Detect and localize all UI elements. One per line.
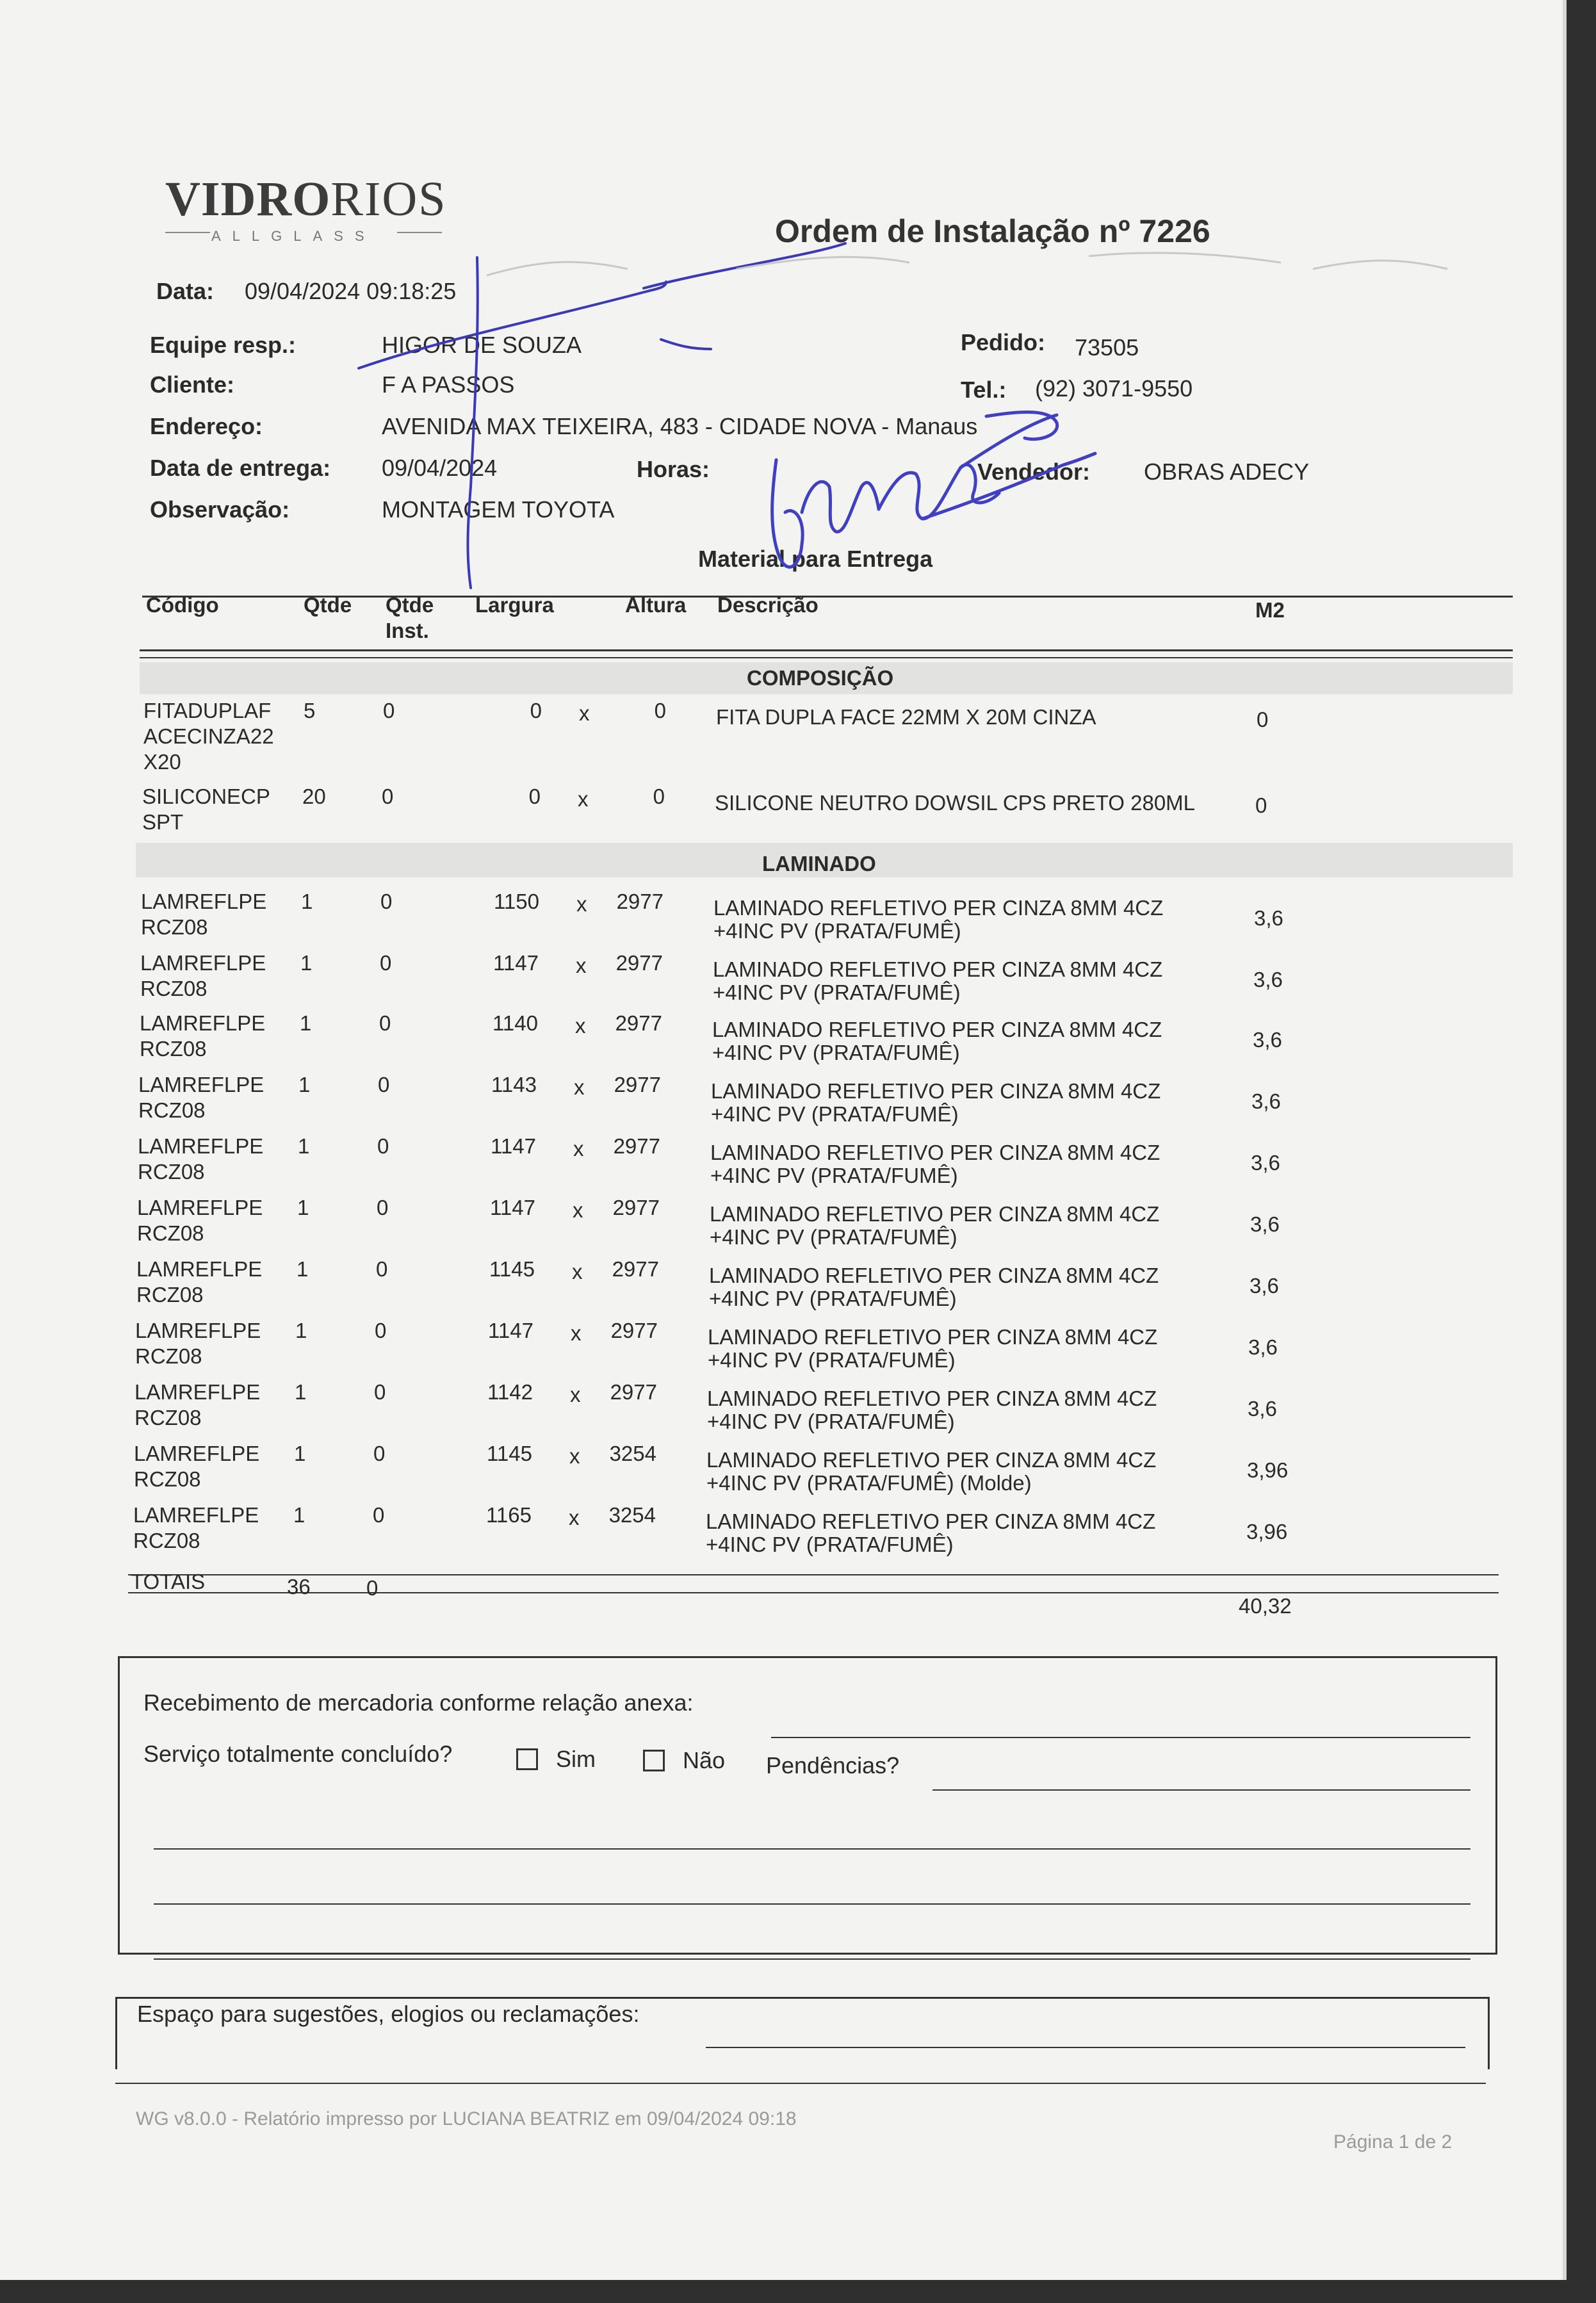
- cell-codigo: LAMREFLPE: [141, 890, 267, 913]
- endereco-value: AVENIDA MAX TEIXEIRA, 483 - CIDADE NOVA - Manaus: [382, 413, 978, 439]
- cell-times: x: [570, 1383, 581, 1406]
- cell-m2: 3,6: [1250, 1274, 1279, 1298]
- cell-codigo: RCZ08: [136, 1283, 204, 1306]
- col-m2: M2: [1255, 598, 1285, 622]
- cell-codigo: LAMREFLPE: [134, 1380, 261, 1404]
- cell-descricao: LAMINADO REFLETIVO PER CINZA 8MM 4CZ: [706, 1448, 1157, 1472]
- cell-qtde: 20: [302, 785, 326, 808]
- cell-m2: 3,6: [1250, 1212, 1280, 1236]
- cell-codigo: LAMREFLPE: [140, 1011, 266, 1035]
- tel-value: (92) 3071-9550: [1035, 375, 1193, 402]
- cell-m2: 3,6: [1253, 1028, 1282, 1052]
- cell-codigo: RCZ08: [134, 1467, 201, 1491]
- cell-times: x: [576, 954, 587, 977]
- cell-descricao: +4INC PV (PRATA/FUMÊ): [707, 1410, 955, 1433]
- cell-descricao: +4INC PV (PRATA/FUMÊ): [710, 1225, 957, 1249]
- cell-descricao: FITA DUPLA FACE 22MM X 20M CINZA: [716, 705, 1096, 729]
- col-qtde: Qtde: [304, 593, 352, 617]
- cell-qtde-inst: 0: [374, 1380, 386, 1404]
- cell-descricao: +4INC PV (PRATA/FUMÊ): [711, 1102, 959, 1126]
- cell-descricao: LAMINADO REFLETIVO PER CINZA 8MM 4CZ: [710, 1202, 1160, 1226]
- cell-altura: 2977: [615, 951, 663, 975]
- cell-altura: 3254: [608, 1503, 656, 1527]
- cell-times: x: [572, 1260, 583, 1283]
- cell-descricao: +4INC PV (PRATA/FUMÊ): [706, 1533, 954, 1556]
- sim-checkbox[interactable]: [516, 1748, 538, 1770]
- table-header-rule-2: [140, 657, 1513, 658]
- pendencias-label: Pendências?: [766, 1752, 900, 1778]
- entrega-label: Data de entrega:: [150, 455, 331, 481]
- cell-codigo: LAMREFLPE: [138, 1134, 264, 1158]
- totals-inst: 0: [366, 1576, 379, 1600]
- cell-codigo: X20: [143, 750, 181, 774]
- sim-label: Sim: [556, 1746, 596, 1772]
- cell-codigo: ACECINZA22: [143, 724, 274, 748]
- footer-page-number: Página 1 de 2: [1333, 2131, 1453, 2152]
- cell-codigo: RCZ08: [138, 1160, 205, 1184]
- cell-m2: 3,96: [1246, 1520, 1288, 1543]
- cell-qtde: 1: [295, 1319, 307, 1342]
- group-title: COMPOSIÇÃO: [747, 666, 894, 690]
- cell-descricao: LAMINADO REFLETIVO PER CINZA 8MM 4CZ: [707, 1387, 1157, 1410]
- cell-times: x: [579, 701, 590, 725]
- col-largura: Largura: [475, 593, 554, 617]
- cell-codigo: RCZ08: [134, 1406, 202, 1429]
- cell-times: x: [569, 1506, 580, 1529]
- pendencias-line[interactable]: [932, 1789, 1470, 1791]
- cell-codigo: FITADUPLAF: [143, 699, 272, 722]
- nao-label: Não: [683, 1747, 726, 1773]
- cell-qtde-inst: 0: [380, 951, 392, 975]
- service-question: Serviço totalmente concluído?: [143, 1741, 453, 1767]
- cell-qtde: 5: [304, 699, 316, 722]
- cell-descricao: LAMINADO REFLETIVO PER CINZA 8MM 4CZ: [713, 896, 1164, 920]
- cell-codigo: SPT: [142, 810, 184, 834]
- nao-checkbox[interactable]: [643, 1750, 665, 1771]
- cell-times: x: [578, 787, 589, 811]
- col-altura: Altura: [625, 593, 687, 617]
- cell-descricao: LAMINADO REFLETIVO PER CINZA 8MM 4CZ: [710, 1141, 1160, 1164]
- cell-largura: 1143: [491, 1073, 537, 1096]
- cell-codigo: RCZ08: [135, 1344, 202, 1368]
- cell-altura: 2977: [610, 1319, 658, 1342]
- totals-qtde: 36: [287, 1575, 311, 1599]
- cell-codigo: LAMREFLPE: [134, 1442, 260, 1465]
- faint-bleed-through: [487, 253, 1447, 275]
- cell-descricao: +4INC PV (PRATA/FUMÊ): [712, 1041, 960, 1064]
- pedido-value: 73505: [1075, 334, 1139, 361]
- cell-qtde: 1: [301, 890, 313, 913]
- cell-codigo: RCZ08: [140, 1037, 207, 1061]
- cell-largura: 1147: [493, 951, 539, 975]
- suggestions-label: Espaço para sugestões, elogios ou reclamações:: [137, 2001, 640, 2027]
- totals-m2: 40,32: [1239, 1594, 1292, 1618]
- cell-codigo: LAMREFLPE: [137, 1196, 263, 1219]
- cell-altura: 2977: [616, 890, 664, 913]
- cell-qtde: 1: [293, 1503, 305, 1527]
- cell-descricao: +4INC PV (PRATA/FUMÊ): [713, 981, 961, 1004]
- cell-qtde: 1: [295, 1380, 307, 1404]
- cell-m2: 0: [1255, 793, 1267, 817]
- cell-qtde-inst: 0: [380, 890, 393, 913]
- cell-codigo: LAMREFLPE: [138, 1073, 265, 1096]
- cell-altura: 2977: [615, 1011, 662, 1035]
- cell-largura: 1145: [489, 1257, 535, 1281]
- col-qtde-inst-1: Qtde: [386, 593, 434, 617]
- obs-value: MONTAGEM TOYOTA: [382, 496, 615, 523]
- cell-qtde-inst: 0: [375, 1319, 387, 1342]
- cell-qtde: 1: [294, 1442, 306, 1465]
- vendedor-value: OBRAS ADECY: [1144, 459, 1310, 485]
- col-descricao: Descrição: [717, 593, 818, 617]
- cell-codigo: LAMREFLPE: [136, 1257, 263, 1281]
- cell-qtde: 1: [297, 1257, 309, 1281]
- cell-descricao: +4INC PV (PRATA/FUMÊ) (Molde): [706, 1471, 1032, 1495]
- table-header-rule: [140, 649, 1513, 651]
- cell-qtde-inst: 0: [379, 1011, 391, 1035]
- cell-altura: 2977: [613, 1134, 660, 1158]
- cell-m2: 3,6: [1254, 906, 1283, 930]
- col-qtde-inst-2: Inst.: [386, 619, 429, 642]
- cell-descricao: LAMINADO REFLETIVO PER CINZA 8MM 4CZ: [713, 957, 1163, 981]
- cell-largura: 1142: [487, 1380, 533, 1404]
- cell-descricao: +4INC PV (PRATA/FUMÊ): [713, 919, 961, 943]
- cell-descricao: SILICONE NEUTRO DOWSIL CPS PRETO 280ML: [715, 791, 1196, 815]
- suggestions-line[interactable]: [706, 2047, 1465, 2048]
- cell-times: x: [573, 1137, 584, 1160]
- horas-label: Horas:: [637, 456, 710, 482]
- data-value: 09/04/2024 09:18:25: [245, 278, 457, 304]
- equipe-label: Equipe resp.:: [150, 332, 297, 358]
- cell-times: x: [569, 1444, 580, 1468]
- cell-altura: 2977: [612, 1257, 659, 1281]
- logo-tagline: ALLGLASS: [211, 228, 376, 244]
- cell-qtde: 1: [298, 1073, 311, 1096]
- cell-codigo: LAMREFLPE: [133, 1503, 259, 1527]
- cell-descricao: LAMINADO REFLETIVO PER CINZA 8MM 4CZ: [709, 1264, 1159, 1287]
- cell-largura: 1145: [487, 1442, 532, 1465]
- cell-largura: 0: [528, 785, 541, 808]
- cell-m2: 0: [1257, 708, 1269, 731]
- cell-qtde-inst: 0: [382, 785, 394, 808]
- cell-largura: 1147: [488, 1319, 533, 1342]
- cliente-value: F A PASSOS: [382, 371, 515, 398]
- obs-label: Observação:: [150, 496, 290, 523]
- cell-descricao: +4INC PV (PRATA/FUMÊ): [708, 1348, 956, 1372]
- cell-m2: 3,6: [1248, 1397, 1277, 1420]
- cell-qtde: 1: [300, 1011, 312, 1035]
- cell-qtde-inst: 0: [373, 1442, 386, 1465]
- cell-codigo: RCZ08: [133, 1529, 200, 1552]
- cell-times: x: [575, 1014, 586, 1038]
- cell-codigo: LAMREFLPE: [135, 1319, 261, 1342]
- cell-qtde-inst: 0: [376, 1257, 388, 1281]
- data-label: Data:: [156, 278, 215, 304]
- cell-largura: 1147: [490, 1196, 535, 1219]
- receipt-text: Recebimento de mercadoria conforme relação anexa:: [143, 1689, 694, 1716]
- tel-label: Tel.:: [961, 377, 1007, 403]
- cell-qtde-inst: 0: [378, 1073, 390, 1096]
- cell-largura: 1165: [486, 1503, 532, 1527]
- equipe-value: HIGOR DE SOUZA: [382, 332, 582, 358]
- cell-altura: 0: [653, 785, 665, 808]
- cell-qtde-inst: 0: [373, 1503, 385, 1527]
- cell-codigo: LAMREFLPE: [140, 951, 266, 975]
- cell-altura: 2977: [612, 1196, 660, 1219]
- cell-qtde: 1: [297, 1196, 309, 1219]
- group-title: LAMINADO: [762, 852, 876, 875]
- pendencias-line-3[interactable]: [154, 1903, 1470, 1905]
- entrega-value: 09/04/2024: [382, 455, 498, 481]
- cliente-label: Cliente:: [150, 371, 235, 398]
- cell-codigo: RCZ08: [140, 977, 208, 1000]
- cell-times: x: [576, 892, 587, 916]
- pedido-label: Pedido:: [961, 329, 1045, 355]
- cell-qtde-inst: 0: [377, 1134, 389, 1158]
- cell-descricao: +4INC PV (PRATA/FUMÊ): [710, 1164, 958, 1187]
- cell-largura: 1150: [494, 890, 539, 913]
- totals-label: TOTAIS: [131, 1570, 206, 1593]
- cell-largura: 1147: [491, 1134, 536, 1158]
- footer-print-info: WG v8.0.0 - Relatório impresso por LUCIANA BEATRIZ em 09/04/2024 09:18: [136, 2108, 797, 2129]
- logo-rule-left: [165, 232, 210, 233]
- cell-qtde: 1: [298, 1134, 310, 1158]
- cell-qtde-inst: 0: [377, 1196, 389, 1219]
- cell-altura: 2977: [610, 1380, 657, 1404]
- page-bottom-rule: [115, 2083, 1486, 2084]
- cell-m2: 3,6: [1251, 1151, 1280, 1175]
- totals-rule-2: [128, 1592, 1499, 1593]
- cell-descricao: LAMINADO REFLETIVO PER CINZA 8MM 4CZ: [706, 1510, 1156, 1533]
- document-title: Ordem de Instalação nº 7226: [775, 213, 1210, 249]
- cell-m2: 3,6: [1251, 1089, 1281, 1113]
- cell-times: x: [571, 1321, 582, 1345]
- cell-descricao: LAMINADO REFLETIVO PER CINZA 8MM 4CZ: [708, 1325, 1158, 1349]
- cell-altura: 3254: [609, 1442, 656, 1465]
- cell-m2: 3,96: [1247, 1458, 1289, 1482]
- cell-descricao: +4INC PV (PRATA/FUMÊ): [709, 1287, 957, 1310]
- endereco-label: Endereço:: [150, 413, 263, 439]
- vendedor-label: Vendedor:: [977, 459, 1091, 485]
- cell-altura: 2977: [614, 1073, 661, 1096]
- cell-descricao: LAMINADO REFLETIVO PER CINZA 8MM 4CZ: [712, 1018, 1162, 1041]
- cell-codigo: SILICONECP: [142, 785, 270, 808]
- cell-codigo: RCZ08: [141, 915, 208, 939]
- material-title: Material para Entrega: [698, 546, 933, 572]
- cell-altura: 0: [654, 699, 666, 722]
- logo-rule-right: [397, 232, 442, 233]
- cell-largura: 0: [530, 699, 542, 722]
- cell-m2: 3,6: [1248, 1335, 1278, 1359]
- cell-times: x: [573, 1198, 583, 1222]
- totals-rule-1: [128, 1574, 1499, 1575]
- pendencias-line-2[interactable]: [154, 1848, 1470, 1850]
- pendencias-line-4[interactable]: [154, 1958, 1470, 1960]
- cell-qtde-inst: 0: [383, 699, 395, 722]
- cell-codigo: RCZ08: [138, 1098, 206, 1122]
- cell-qtde: 1: [300, 951, 313, 975]
- col-codigo: Código: [146, 593, 219, 617]
- cell-descricao: LAMINADO REFLETIVO PER CINZA 8MM 4CZ: [711, 1079, 1161, 1103]
- company-logo: VIDRORIOS: [165, 172, 447, 226]
- cell-times: x: [574, 1075, 585, 1099]
- receipt-signature-line[interactable]: [771, 1737, 1470, 1738]
- cell-m2: 3,6: [1253, 968, 1283, 991]
- cell-largura: 1140: [493, 1011, 538, 1035]
- cell-codigo: RCZ08: [137, 1221, 204, 1245]
